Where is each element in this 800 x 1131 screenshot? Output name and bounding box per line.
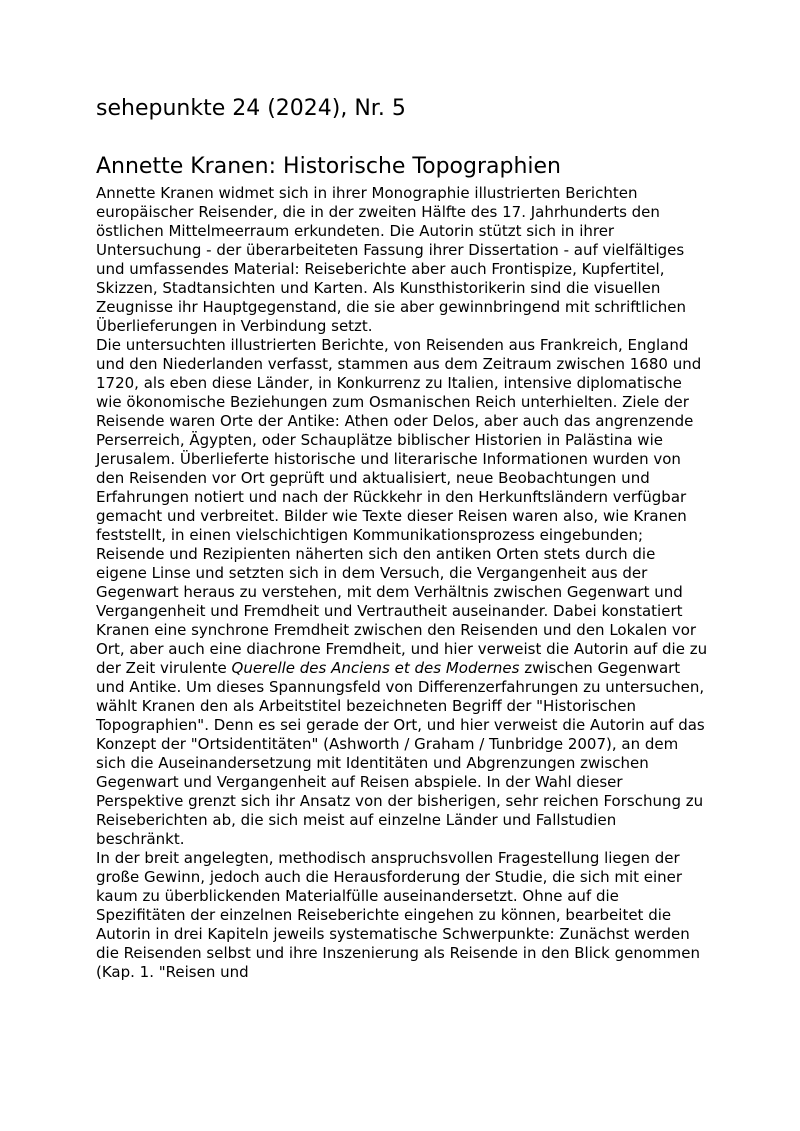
article-title: Annette Kranen: Historische Topographien xyxy=(96,154,561,179)
paragraph-2 xyxy=(96,336,708,849)
paragraph-1: Annette Kranen widmet sich in ihrer Monographie illustrierten Berichten europäischer Reisender, die in der zweiten Hälfte des 17. Jahrhunderts den östlichen Mittelmeerraum erkundeten. Die Autorin stützt sich in ihrer Untersuchung - der überarbeiteten Fassung ihrer Dissertation - auf vielfältiges und umfassendes Material: Reiseberichte aber auch Frontispize, Kupfertitel, Skizzen, Stadtansichten und Karten. Als Kunsthistorikerin sind die visuellen Zeugnisse ihr Hauptgegenstand, die sie aber gewinnbringend mit schriftlichen Überlieferungen in Verbindung setzt. xyxy=(96,184,686,335)
document-page xyxy=(96,92,708,982)
paragraph-2-text-b: zwischen Gegenwart und Antike. Um dieses Spannungsfeld von Differenzerfahrungen zu untersuchen, wählt Kranen den als Arbeitstitel bezeichneten Begriff der "Historischen Topographien". Denn es sei gerade der Ort, und hier verweist die Autorin auf das Konzept der "Ortsidentitäten" (Ashworth / Graham / Tunbridge 2007), an dem sich die Auseinandersetzung mit Identitäten und Abgrenzungen zwischen Gegenwart und Vergangenheit auf Reisen abspiele. In der Wahl dieser Perspektive grenzt sich ihr Ansatz von der bisherigen, sehr reichen Forschung zu Reiseberichten ab, die sich meist auf einzelne Länder und Fallstudien beschränkt. xyxy=(96,659,705,848)
article-body xyxy=(96,184,708,982)
paragraph-2-text-a: Die untersuchten illustrierten Berichte, von Reisenden aus Frankreich, England und den Niederlanden verfasst, stammen aus dem Zeitraum zwischen 1680 und 1720, als eben diese Länder, in Konkurrenz zu Italien, intensive diplomatische wie ökonomische Beziehungen zum Osmanischen Reich unterhielten. Ziele der Reisende waren Orte der Antike: Athen oder Delos, aber auch das angrenzende Perserreich, Ägypten, oder Schauplätze biblischer Historien in Palästina wie Jerusalem. Überlieferte historische und literarische Informationen wurden von den Reisenden vor Ort geprüft und aktualisiert, neue Beobachtungen und Erfahrungen notiert und nach der Rückkehr in den Herkunftsländern verfügbar gemacht und verbreitet. Bilder wie Texte dieser Reisen waren also, wie Kranen feststellt, in einen vielschichtigen Kommunikationsprozess eingebunden; Reisende und Rezipienten näherten sich den antiken Orten stets durch die eigene Linse und setzten sich in dem Versuch, die Vergangenheit aus der Gegenwart heraus zu verstehen, mit dem Verhältnis zwischen Gegenwart und Vergangenheit und Fremdheit und Vertrautheit auseinander. Dabei konstatiert Kranen eine synchrone Fremdheit zwischen den Reisenden und den Lokalen vor Ort, aber auch eine diachrone Fremdheit, und hier verweist die Autorin auf die zu der Zeit virulente xyxy=(96,336,708,677)
paragraph-3: In der breit angelegten, methodisch anspruchsvollen Fragestellung liegen der große Gewinn, jedoch auch die Herausforderung der Studie, die sich mit einer kaum zu überblickenden Materialfülle auseinandersetzt. Ohne auf die Spezifitäten der einzelnen Reiseberichte eingehen zu können, bearbeitet die Autorin in drei Kapiteln jeweils systematische Schwerpunkte: Zunächst werden die Reisenden selbst und ihre Inszenierung als Reisende in den Blick genommen (Kap. 1. "Reisen und xyxy=(96,849,700,981)
journal-citation: sehepunkte 24 (2024), Nr. 5 xyxy=(96,96,406,121)
paragraph-2-italic: Querelle des Anciens et des Modernes xyxy=(231,659,520,677)
